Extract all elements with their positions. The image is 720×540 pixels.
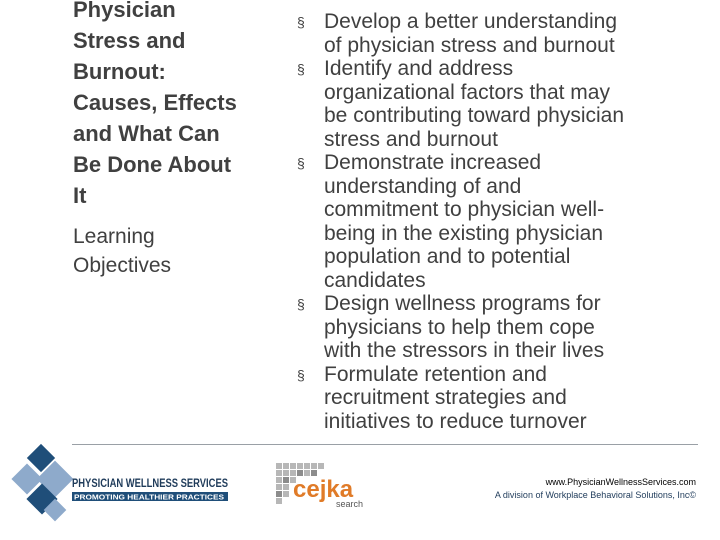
objective-line: initiatives to reduce turnover <box>324 409 587 433</box>
objective-line: Identify and address <box>324 57 514 80</box>
bullet-marker-icon: § <box>297 296 305 312</box>
objective-line: Formulate retention and <box>324 362 547 386</box>
footer-info <box>495 476 696 502</box>
objective-line: Demonstrate increased <box>324 151 542 174</box>
objective-line: commitment to physician well- <box>324 198 605 221</box>
pws-logo-mark-icon <box>11 444 73 521</box>
objective-item <box>296 151 706 292</box>
bullet-marker-icon: § <box>297 155 305 171</box>
objective-line: population and to potential <box>324 245 571 268</box>
objective-line: Design wellness programs for <box>324 292 601 315</box>
cejka-name-text: cejka <box>293 476 354 503</box>
objective-line: candidates <box>324 268 426 292</box>
objective-line: stress and burnout <box>324 127 498 151</box>
title-line: Physician <box>73 0 176 22</box>
website-link[interactable]: www.PhysicianWellnessServices.com <box>545 477 696 487</box>
title-line: and What Can <box>73 121 220 146</box>
objective-line: Develop a better understanding <box>324 10 618 33</box>
cejka-search-logo <box>276 463 372 513</box>
objective-line: understanding of and <box>324 174 522 198</box>
bullet-marker-icon: § <box>297 14 305 30</box>
subtitle-line: Learning <box>73 225 155 248</box>
subtitle-line: Objectives <box>73 254 172 277</box>
footer-divider <box>72 444 698 445</box>
objective-item <box>296 363 706 434</box>
objective-line: recruitment strategies and <box>324 386 567 409</box>
title-line: It <box>73 183 87 208</box>
objective-line: physicians to help them cope <box>324 315 595 339</box>
objective-line: of physician stress and burnout <box>324 33 615 57</box>
physician-wellness-services-logo <box>14 447 234 529</box>
cejka-sub-text: search <box>336 499 364 509</box>
slide-title <box>73 0 273 211</box>
objective-item <box>296 57 706 151</box>
title-line: Be Done About <box>73 152 232 177</box>
bullet-marker-icon: § <box>297 366 305 383</box>
objective-line: with the stressors in their lives <box>324 339 605 362</box>
title-line: Causes, Effects <box>73 90 237 115</box>
objective-line: organizational factors that may <box>324 80 610 104</box>
title-line: Stress and <box>73 28 186 53</box>
objective-line: be contributing toward physician <box>324 104 625 127</box>
slide-subtitle <box>73 222 263 280</box>
title-line: Burnout: <box>73 59 166 84</box>
objectives-list <box>296 10 706 433</box>
pws-tagline-text: PROMOTING HEALTHIER PRACTICES <box>74 492 224 502</box>
bullet-marker-icon: § <box>297 61 305 77</box>
objective-item <box>296 292 706 363</box>
objective-line: being in the existing physician <box>324 221 604 245</box>
objective-item <box>296 10 706 57</box>
division-text: A division of Workplace Behavioral Solutions, Inc© <box>494 490 696 500</box>
pws-name-text: PHYSICIAN WELLNESS SERVICES <box>72 478 229 490</box>
